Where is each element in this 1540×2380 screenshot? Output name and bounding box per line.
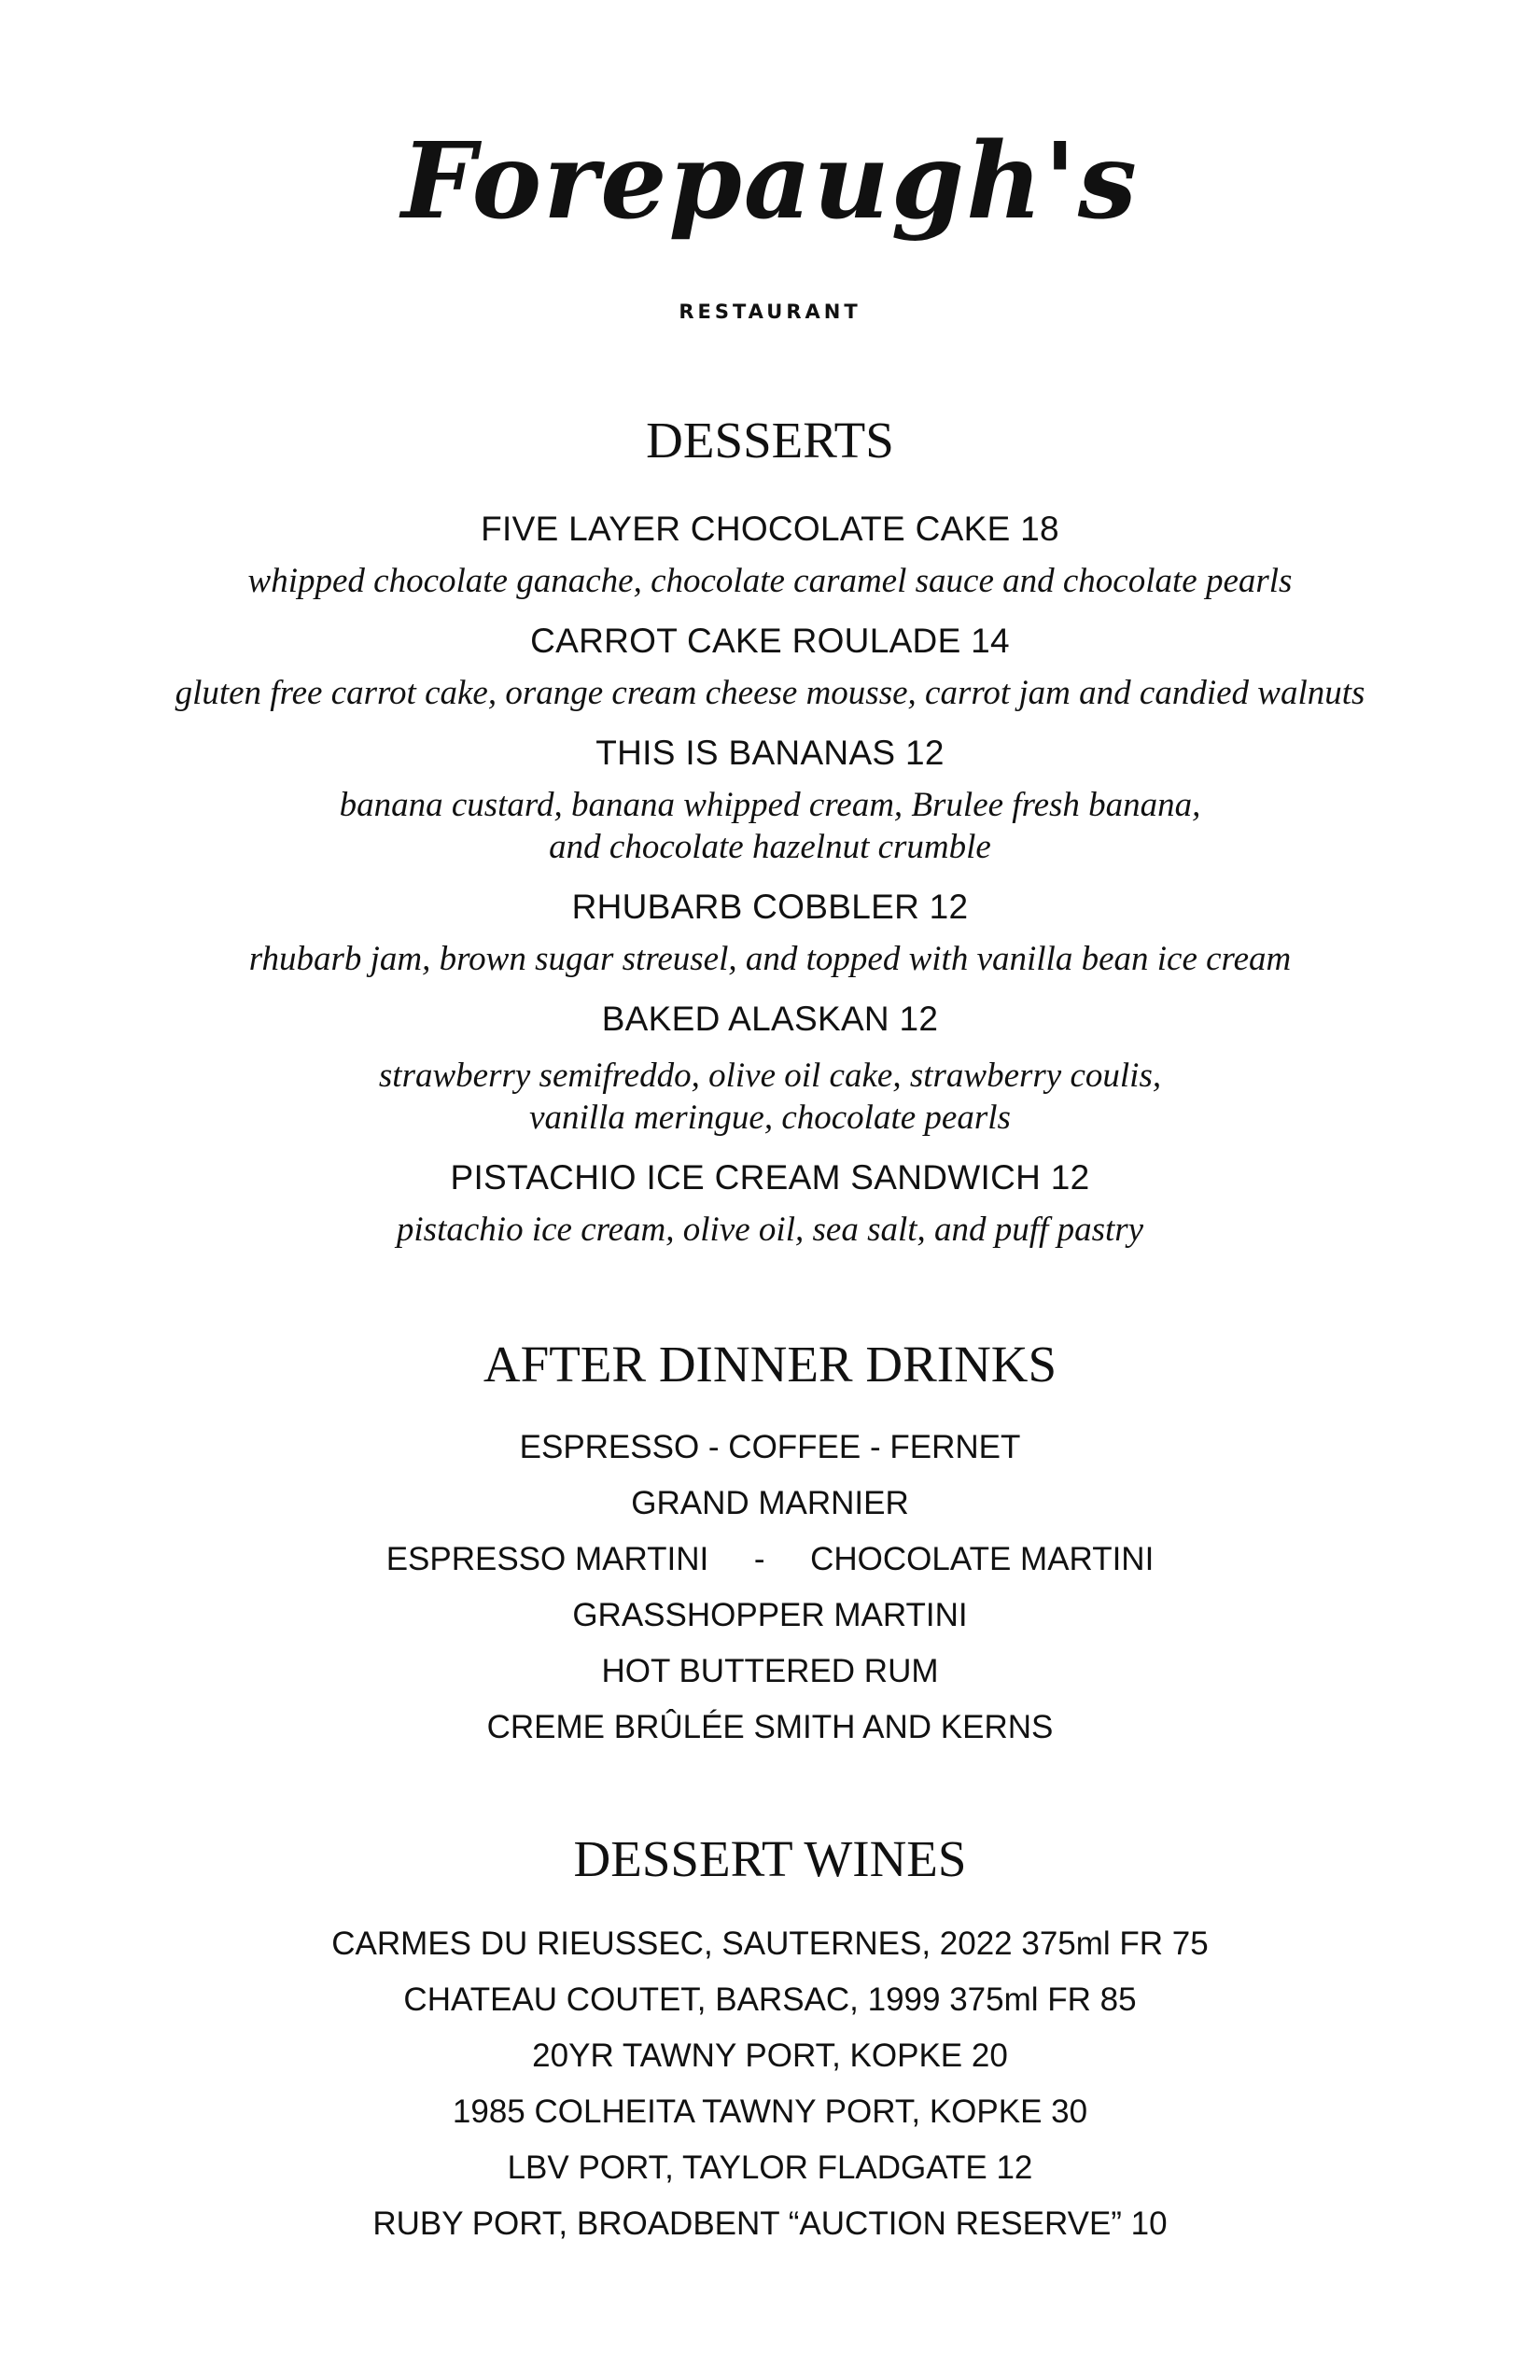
dessert-item-desc: strawberry semifreddo, olive oil cake, strawberry coulis,: [378, 1057, 1162, 1095]
dessert-item-name: FIVE LAYER CHOCOLATE CAKE 18: [481, 510, 1059, 548]
dessert-item-desc: rhubarb jam, brown sugar streusel, and topped with vanilla bean ice cream: [248, 940, 1292, 978]
restaurant-logo: Forepaugh's: [401, 120, 1139, 243]
dessert-item-desc: gluten free carrot cake, orange cream cheese mousse, carrot jam and candied walnuts: [175, 674, 1365, 712]
dessert-item-name: THIS IS BANANAS 12: [595, 734, 945, 772]
dessert-item-name: CARROT CAKE ROULADE 14: [530, 622, 1010, 660]
dessert-wines-title: DESSERT WINES: [573, 1830, 967, 1887]
logo-subtitle: RESTAURANT: [679, 301, 861, 323]
drink-item: CREME BRÛLÉE SMITH AND KERNS: [486, 1709, 1054, 1745]
dessert-item-name: PISTACHIO ICE CREAM SANDWICH 12: [450, 1158, 1090, 1197]
drink-item: ESPRESSO MARTINI - CHOCOLATE MARTINI: [385, 1541, 1155, 1577]
drink-item: ESPRESSO - COFFEE - FERNET: [519, 1429, 1021, 1465]
dessert-item-desc: whipped chocolate ganache, chocolate caramel sauce and chocolate pearls: [247, 562, 1293, 600]
drink-item: GRASSHOPPER MARTINI: [572, 1597, 968, 1633]
dessert-item-desc: and chocolate hazelnut crumble: [549, 828, 991, 866]
dessert-item-desc: banana custard, banana whipped cream, Brulee fresh banana,: [339, 786, 1201, 824]
desserts-title: DESSERTS: [646, 412, 894, 469]
dessert-item-desc: vanilla meringue, chocolate pearls: [529, 1099, 1011, 1137]
wine-item: RUBY PORT, BROADBENT “AUCTION RESERVE” 10: [372, 2205, 1168, 2242]
dessert-item-desc: pistachio ice cream, olive oil, sea salt, and puff pastry: [396, 1211, 1144, 1249]
drink-item: GRAND MARNIER: [631, 1485, 909, 1521]
drink-item: HOT BUTTERED RUM: [601, 1653, 939, 1689]
wine-item: 20YR TAWNY PORT, KOPKE 20: [532, 2037, 1008, 2074]
dessert-item-name: RHUBARB COBBLER 12: [571, 888, 969, 926]
after-dinner-title: AFTER DINNER DRINKS: [483, 1336, 1057, 1393]
wine-item: CHATEAU COUTET, BARSAC, 1999 375ml FR 85: [403, 1981, 1137, 2018]
wine-item: CARMES DU RIEUSSEC, SAUTERNES, 2022 375ml FR 75: [331, 1925, 1209, 1962]
dessert-item-name: BAKED ALASKAN 12: [601, 1000, 939, 1038]
wine-item: 1985 COLHEITA TAWNY PORT, KOPKE 30: [452, 2093, 1088, 2130]
wine-item: LBV PORT, TAYLOR FLADGATE 12: [507, 2149, 1033, 2186]
